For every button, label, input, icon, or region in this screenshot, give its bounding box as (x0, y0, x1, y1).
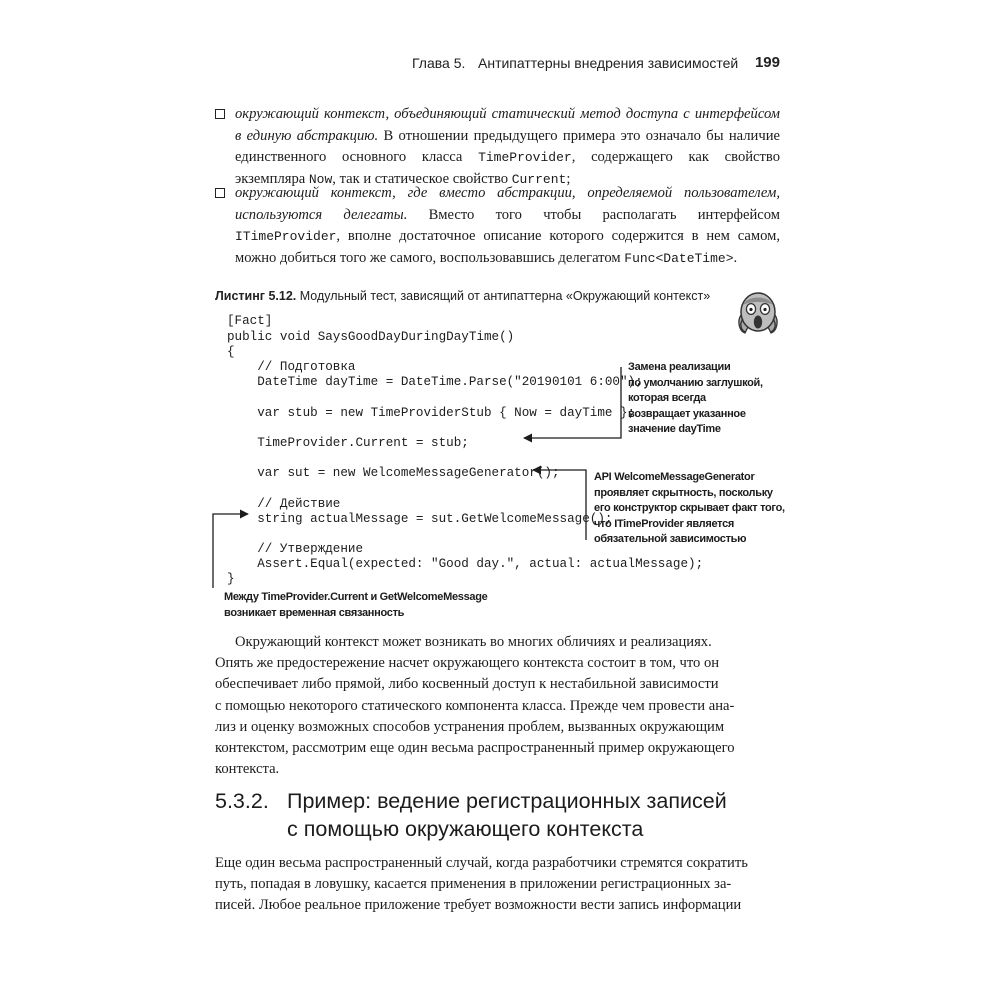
chapter-title: Антипаттерны внедрения зависимостей (478, 55, 739, 71)
inline-code: Current (511, 171, 567, 187)
code-line: var sut = new WelcomeMessageGenerator(); (227, 466, 560, 480)
text-run: . (733, 249, 738, 266)
text-run: ; (566, 170, 571, 187)
code-line: TimeProvider.Current = stub; (227, 436, 469, 450)
chapter-label: Глава 5. (412, 55, 466, 71)
paragraph-line: обеспечивает либо прямой, либо косвенный доступ к нестабильной зависимости (215, 676, 719, 693)
code-line: string actualMessage = sut.GetWelcomeMessage(); (227, 512, 613, 526)
section-title-line1: Пример: ведение регистрационных записей (287, 789, 727, 813)
code-line: public void SaysGoodDayDuringDayTime() (227, 330, 515, 344)
code-line: // Действие (227, 497, 341, 511)
annotation-line: его конструктор скрывает факт того, (594, 502, 785, 514)
paragraph-ambient-context (215, 632, 780, 780)
annotation-line: Между TimeProvider.Current и GetWelcomeMessage (224, 591, 488, 603)
text-run: , содержащего как свойство экземпляра (235, 149, 780, 187)
paragraph-line: с помощью некоторого статического компонента класса. Прежде чем провести ана- (215, 697, 735, 714)
section-number: 5.3.2. (215, 789, 269, 813)
page-number: 199 (754, 54, 780, 71)
annotation-line: API WelcomeMessageGenerator (594, 471, 755, 483)
arrow-sut (533, 470, 586, 540)
annotation-line: возникает временная связанность (224, 606, 405, 619)
paragraph-logging (215, 853, 780, 917)
paragraph-line: Опять же предостережение насчет окружающего контекста состоит в том, что он (215, 655, 720, 672)
code-line: Assert.Equal(expected: "Good day.", actual: actualMessage); (227, 557, 704, 571)
code-line: { (227, 345, 235, 359)
paragraph-line: контекста. (215, 761, 280, 778)
text-run: В отношении предыдущего примера это означало бы наличие единственного основного класса (235, 127, 780, 165)
annotation-line: проявляет скрытность, поскольку (594, 486, 773, 499)
arrow-stub (524, 367, 621, 438)
paragraph-line: лиз и оценку возможных способов устранения проблем, вызванных окружающим (215, 718, 725, 735)
code-line: DateTime dayTime = DateTime.Parse("20190101 6:00"); (227, 375, 643, 389)
annotation-line: значение dayTime (628, 423, 721, 435)
inline-code: Now (308, 171, 333, 187)
text-run: Вместо того чтобы располагать интерфейсом (407, 206, 780, 223)
code-line: var stub = new TimeProviderStub { Now = dayTime }; (227, 406, 636, 420)
paragraph-line: писей. Любое реальное приложение требует возможности вести запись информации (215, 897, 742, 914)
paragraph-line: Окружающий контекст может возникать во многих обличиях и реализациях. (235, 634, 712, 650)
listing-caption-text: Модульный тест, зависящий от антипаттерна «Окружающий контекст» (296, 289, 711, 303)
annotation-line: по умолчанию заглушкой, (628, 376, 763, 389)
listing-label: Листинг 5.12. (215, 289, 297, 303)
bullet-italic-lead: окружающий контекст, объединяющий статический метод доступа с интерфейсом в единую абстракцию. (235, 106, 780, 144)
code-line: [Fact] (227, 314, 273, 328)
bullet-italic-lead: окружающий контекст, где вместо абстракции, определяемой пользователем, используются делегаты. (235, 185, 780, 223)
code-line: } (227, 572, 235, 586)
annotation-line: которая всегда (628, 392, 706, 404)
arrow-coupling (213, 514, 248, 588)
inline-code: ITimeProvider (235, 229, 337, 244)
text-run: , вполне достаточное описание которого содержится в нем самом, можно добиться того же самого, воспользовавшись делегатом (235, 228, 780, 266)
paragraph-line: путь, попадая в ловушку, касается применения в приложении регистрационных за- (215, 876, 732, 893)
inline-code: TimeProvider (478, 150, 572, 165)
code-line: // Утверждение (227, 542, 364, 556)
text-run: , так и статическое свойство (332, 170, 512, 187)
section-title-line2: с помощью окружающего контекста (287, 817, 644, 841)
paragraph-line: контекстом, рассмотрим еще один весьма распространенный пример окружающего (215, 740, 735, 757)
annotation-line: возвращает указанное (628, 407, 746, 420)
paragraph-line: Еще один весьма распространенный случай, когда разработчики стремятся сократить (215, 855, 748, 871)
code-line: // Подготовка (227, 360, 356, 374)
inline-code: Func<DateTime> (624, 250, 734, 266)
annotation-line: что ITimeProvider является (594, 517, 735, 530)
annotation-line: обязательной зависимостью (594, 533, 747, 545)
annotation-line: Замена реализации (628, 361, 731, 373)
